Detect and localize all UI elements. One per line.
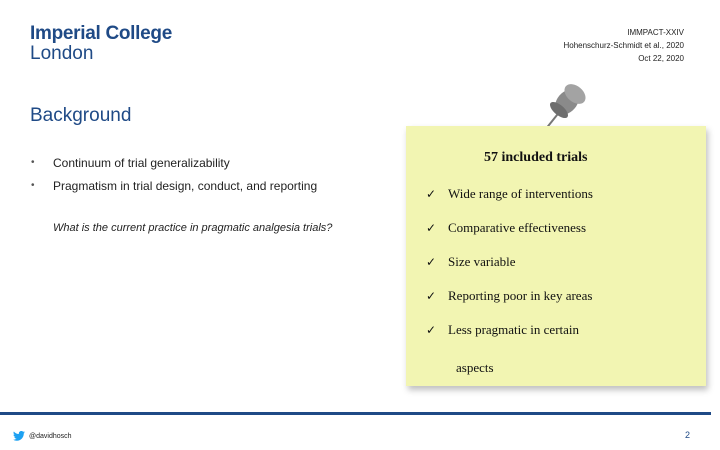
list-item [426, 186, 593, 220]
slide-footer [0, 412, 720, 450]
authors-label: Hohenschurz-Schmidt et al., 2020 [563, 41, 684, 50]
research-question: What is the current practice in pragmatic analgesia trials? [53, 222, 333, 234]
handle-text: @davidhosch [29, 432, 72, 440]
findings-list [426, 186, 593, 356]
checkmark-icon: ✓ [426, 221, 437, 235]
finding-continuation: aspects [456, 360, 494, 375]
twitter-handle [13, 431, 72, 441]
bullet-dot: • [31, 180, 35, 191]
checkmark-icon: ✓ [426, 323, 437, 337]
logo-line-1: Imperial College [30, 23, 172, 44]
checkmark-icon: ✓ [426, 255, 437, 269]
list-item [426, 288, 593, 322]
bullet-item [31, 153, 317, 176]
finding-text: Less pragmatic in certain [448, 322, 580, 337]
bullet-item [31, 176, 317, 199]
conference-label: IMMPACT-XXIV [627, 28, 684, 37]
bullet-text: Pragmatism in trial design, conduct, and reporting [53, 179, 318, 193]
twitter-bird-icon [13, 431, 25, 441]
logo-line-2: London [30, 43, 94, 64]
list-item [426, 254, 593, 288]
finding-text: Size variable [448, 254, 516, 269]
footer-divider [0, 412, 711, 415]
list-item [426, 322, 593, 356]
sticky-note [406, 126, 706, 386]
imperial-college-logo [30, 24, 172, 64]
bullet-list [31, 153, 317, 199]
finding-text: Wide range of interventions [448, 186, 593, 201]
checkmark-icon: ✓ [426, 289, 437, 303]
checkmark-icon: ✓ [426, 187, 437, 201]
finding-text: Reporting poor in key areas [448, 288, 593, 303]
slide-meta [563, 26, 684, 65]
bullet-dot: • [31, 157, 35, 168]
slide-title: Background [30, 105, 132, 126]
note-title: 57 included trials [484, 150, 588, 165]
finding-text: Comparative effectiveness [448, 220, 587, 235]
page-number: 2 [684, 430, 690, 440]
list-item [426, 220, 593, 254]
date-label: Oct 22, 2020 [638, 54, 684, 63]
bullet-text: Continuum of trial generalizability [53, 156, 230, 170]
